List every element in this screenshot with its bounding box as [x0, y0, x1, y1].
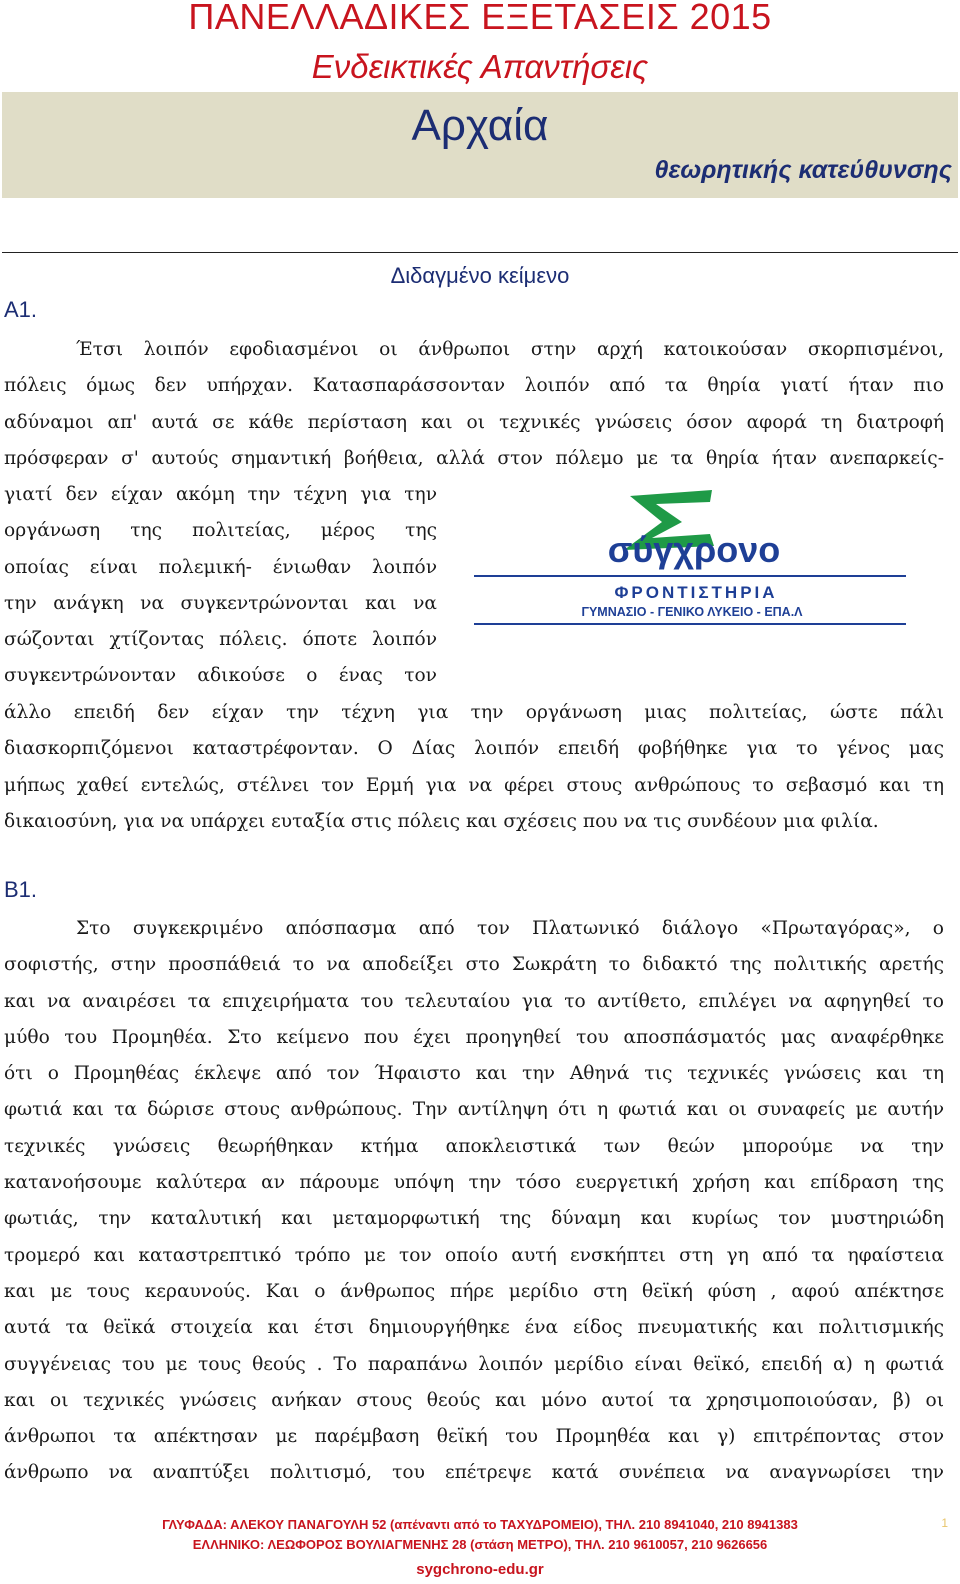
- text-line: και οι τεχνικές γνώσεις ανήκαν στους θεούς και μόνο αυτοί τα χρησιμοποιούσαν, β) οι: [4, 1389, 944, 1411]
- text-line: και να αναιρέσει τα επιχειρήματα του τελευταίου για το αντίθετο, επιλέγει να αφηγηθεί το: [4, 990, 944, 1012]
- text-line: Στο συγκεκριμένο απόσπασμα από τον Πλατωνικό διάλογο «Πρωταγόρας», ο: [76, 918, 944, 939]
- page-number: 1: [941, 1516, 948, 1530]
- text-line: την ανάγκη να συγκεντρώνονται και να: [4, 592, 437, 614]
- track-label: θεωρητικής κατεύθυνσης: [654, 156, 952, 184]
- text-line: φωτιά και τα δώρισε στους ανθρώπους. Την αντίληψη ότι η φωτιά και οι συναφείς με αυτήν: [4, 1099, 944, 1121]
- footer-address-glyfada: ΓΛΥΦΑΔΑ: ΑΛΕΚΟΥ ΠΑΝΑΓΟΥΛΗ 52 (απέναντι από το ΤΑΧΥΔΡΟΜΕΙΟ), ΤΗΛ. 210 8941040, 210 8941383: [162, 1517, 798, 1532]
- sigma-logo-icon: [474, 488, 914, 640]
- a1-paragraph-wrap: [4, 477, 437, 695]
- text-line: συγγένειας του με τους θεούς . Το παραπάνω λοιπόν μερίδιο είναι θεϊκό, επειδή α) η φωτιά: [4, 1353, 944, 1375]
- a1-paragraph-top: [4, 332, 944, 477]
- question-label-a1: Α1.: [4, 297, 38, 322]
- text-line: μύθο του Προμηθέα. Στο κείμενο που έχει προηγηθεί του αποσπάσματός μας αναφέρθηκε: [4, 1026, 944, 1048]
- text-line: συγκεντρώνονταν αδικούσε ο ένας τον: [4, 665, 437, 687]
- logo-brand-text: σύγχρονο: [607, 529, 781, 570]
- text-line: σοφιστής, στην προσπάθειά το να αποδείξει στο Σωκράτη το διδακτό της πολιτικής αρετής: [4, 954, 944, 976]
- text-line: τρομερό και καταστρεπτικό τρόπο με τον οποίο αυτή ενσκήπτει στη γη από τα ηφαίστεια: [4, 1244, 944, 1266]
- text-line: άνθρωπο να αναπτύξει πολιτισμό, του επέτρεψε κατά συνέπεια να αναγνωρίσει την: [4, 1462, 944, 1484]
- text-line: γιατί δεν είχαν ακόμη την τέχνη για την: [4, 484, 437, 505]
- text-line: φωτιάς, την καταλυτική και μεταμορφωτική της δύναμη και κυρίως τον μυστηριώδη: [4, 1208, 944, 1230]
- text-line: μήπως χαθεί εντελώς, στέλνει τον Ερμή για να φέρει στους ανθρώπους το σεβασμό και τη: [4, 774, 944, 796]
- text-line: διασκορπιζόμενοι καταστρέφονταν. Ο Δίας λοιπόν επειδή φοβήθηκε για το γένος μας: [4, 738, 944, 760]
- text-line: αυτά τα θεϊκά στοιχεία και έτσι δημιουργήθηκε ένα είδος πνευματικής και πολιτισμικής: [4, 1317, 944, 1339]
- page-footer: [0, 1515, 960, 1581]
- question-label-b1: Β1.: [4, 877, 38, 902]
- text-line: κατανοήσουμε καλύτερα αν πάρουμε υπόψη την τόσο ευεργετική χρήση και επίδραση της: [4, 1172, 944, 1194]
- text-line: δικαιοσύνη, για να υπάρχει ευταξία στις πόλεις και σχέσεις που να τις συνδέουν μια φιλία.: [4, 810, 879, 832]
- text-line: οποίας είναι πολεμική- ένιωθαν λοιπόν: [4, 556, 437, 578]
- logo-line1-text: ΦΡΟΝΤΙΣΤΗΡΙΑ: [614, 583, 778, 602]
- footer-website-link[interactable]: sygchrono-edu.gr: [416, 1561, 544, 1578]
- b1-paragraph: [4, 911, 944, 1492]
- text-line: πόλεις όμως δεν υπήρχαν. Κατασπαράσσονταν λοιπόν από τα θηρία γιατί ήταν πιο: [4, 375, 944, 397]
- footer-address-elliniko: ΕΛΛΗΝΙΚΟ: ΛΕΩΦΟΡΟΣ ΒΟΥΛΙΑΓΜΕΝΗΣ 28 (στάση ΜΕΤΡΟ), ΤΗΛ. 210 9610057, 210 9626656: [192, 1537, 768, 1552]
- text-line: τεχνικές γνώσεις θεωρήθηκαν κτήμα αποκλειστικά των θεών μπορούμε να την: [4, 1135, 944, 1157]
- school-logo: [474, 488, 914, 640]
- text-line: άνθρωποι τα απέκτησαν με παρέμβαση θεϊκή του Προμηθέα και γ) επιτρέποντας στον: [4, 1426, 944, 1448]
- text-line: αδύναμοι απ' αυτά σε κάθε περίσταση και οι τεχνικές γνώσεις όσον αφορά τη διατροφή: [4, 411, 944, 433]
- text-line: πρόσφεραν σ' αυτούς σημαντική βοήθεια, αλλά στον πόλεμο με τα θηρία ήταν ανεπαρκείς-: [4, 447, 944, 469]
- header-divider: [2, 252, 958, 253]
- exam-subtitle: Ενδεικτικές Απαντήσεις: [311, 48, 649, 85]
- text-line: οργάνωση της πολιτείας, μέρος της: [4, 520, 437, 542]
- text-line: και με τους κεραυνούς. Και ο άνθρωπος πήρε μερίδιο στη θεϊκή φύση , αφού απέκτησε: [4, 1280, 944, 1302]
- text-line: άλλο επειδή δεν είχαν την τέχνη για την οργάνωση μιας πολιτείας, ώστε πάλι: [4, 702, 944, 723]
- subject-banner: [2, 92, 958, 198]
- text-line: ότι ο Προμηθέας έκλεψε από τον Ήφαιστο και την Αθηνά τις τεχνικές γνώσεις και τη: [4, 1063, 944, 1085]
- section-heading: Διδαγμένο κείμενο: [390, 263, 570, 288]
- exam-title: ΠΑΝΕΛΛΑΔΙΚΕΣ ΕΞΕΤΑΣΕΙΣ 2015: [188, 0, 772, 37]
- text-line: Έτσι λοιπόν εφοδιασμένοι οι άνθρωποι στην αρχή κατοικούσαν σκορπισμένοι,: [76, 339, 944, 360]
- text-line: σώζονται χτίζοντας πόλεις. όποτε λοιπόν: [4, 629, 437, 651]
- a1-paragraph-tail: [4, 695, 944, 840]
- subject-title: Αρχαία: [411, 101, 549, 150]
- logo-line2-text: ΓΥΜΝΑΣΙΟ - ΓΕΝΙΚΟ ΛΥΚΕΙΟ - ΕΠΑ.Λ: [581, 605, 803, 619]
